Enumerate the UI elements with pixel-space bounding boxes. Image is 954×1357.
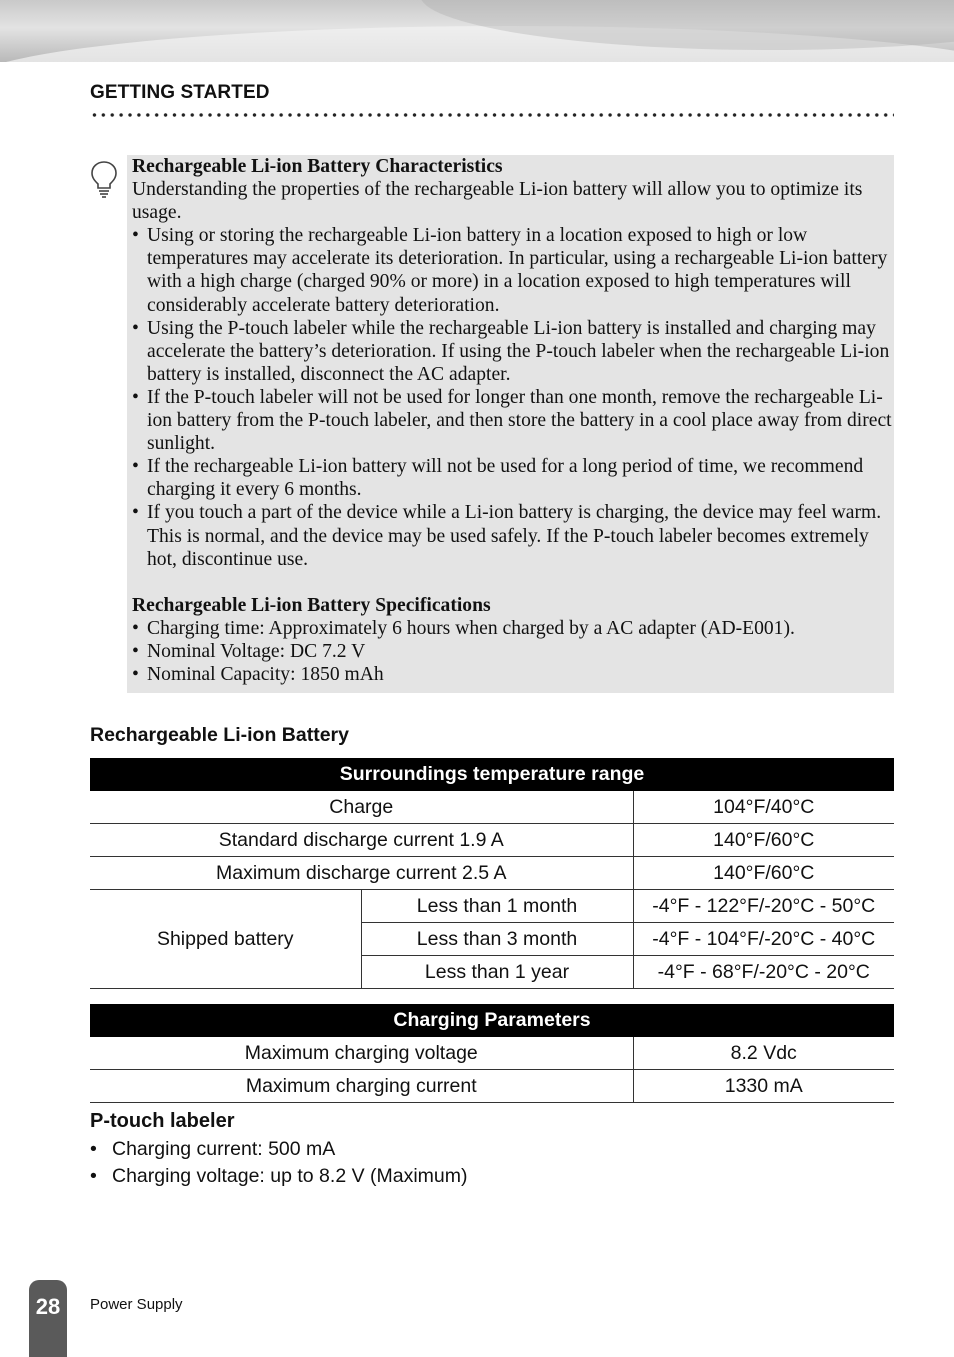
note-bullet: • If the P-touch labeler will not be used for longer than one month, remove the rechargeable Li-ion battery from the P-touch labeler, and then store the battery in a cool place away from direct sunlight. (132, 386, 892, 455)
note-bullet: • Using the P-touch labeler while the rechargeable Li-ion battery is installed and charging may accelerate the battery’s deterioration. If using the P-touch labeler when the rechargeable Li-ion battery is installed, disconnect the AC adapter. (132, 317, 892, 386)
note-content (132, 155, 892, 686)
note-bullet: • If you touch a part of the device while a Li-ion battery is charging, the device may feel warm. This is normal, and the device may be used safely. If the P-touch labeler becomes extremely hot, discontinue use. (132, 501, 892, 570)
ptouch-bullet: • Charging current: 500 mA (90, 1138, 468, 1165)
note-bullets (132, 224, 892, 570)
note-box (127, 155, 894, 693)
row-value: 104°F/40°C (633, 791, 894, 824)
shipped-range: -4°F - 122°F/-20°C - 50°C (633, 890, 894, 923)
section-heading: GETTING STARTED (90, 82, 270, 103)
charging-table-header: Charging Parameters (90, 1004, 894, 1037)
table-row (90, 791, 894, 824)
table-row (90, 1037, 894, 1070)
spacer (132, 571, 892, 594)
page-number: 28 (35, 1294, 61, 1319)
row-value: 8.2 Vdc (633, 1037, 894, 1070)
row-value: 140°F/60°C (633, 824, 894, 857)
ptouch-bullet: • Charging voltage: up to 8.2 V (Maximum) (90, 1165, 468, 1192)
row-value: 140°F/60°C (633, 857, 894, 890)
lightbulb-icon (90, 160, 118, 198)
table-row (90, 890, 894, 923)
table-row (90, 857, 894, 890)
shipped-period: Less than 3 month (361, 923, 633, 956)
dotted-divider (90, 112, 894, 118)
temperature-table-header: Surroundings temperature range (90, 758, 894, 791)
spec-bullet: • Nominal Capacity: 1850 mAh (132, 663, 892, 686)
shipped-range: -4°F - 68°F/-20°C - 20°C (633, 956, 894, 989)
note-bullet: • If the rechargeable Li-ion battery will not be used for a long period of time, we recommend charging it every 6 months. (132, 455, 892, 501)
row-value: 1330 mA (633, 1070, 894, 1103)
shipped-period: Less than 1 month (361, 890, 633, 923)
row-label: Maximum discharge current 2.5 A (90, 857, 633, 890)
spec-bullet: • Charging time: Approximately 6 hours when charged by a AC adapter (AD-E001). (132, 617, 892, 640)
row-label: Charge (90, 791, 633, 824)
ptouch-heading: P-touch labeler (90, 1110, 235, 1132)
spec-bullets (132, 617, 892, 686)
table-row (90, 1070, 894, 1103)
spec-bullet: • Nominal Voltage: DC 7.2 V (132, 640, 892, 663)
note-bullet: • Using or storing the rechargeable Li-ion battery in a location exposed to high or low temperatures may accelerate its deterioration. In particular, using a rechargeable Li-ion battery with a high charge (charged 90% or more) in a location exposed to high temperatures will considerably accelerate battery deterioration. (132, 224, 892, 316)
row-label: Standard discharge current 1.9 A (90, 824, 633, 857)
top-banner (0, 0, 954, 62)
charging-table (90, 1004, 894, 1103)
spec-title: Rechargeable Li-ion Battery Specifications (132, 594, 491, 616)
table-row (90, 824, 894, 857)
temperature-table (90, 758, 894, 989)
battery-heading: Rechargeable Li-ion Battery (90, 724, 349, 746)
footer-label: Power Supply (90, 1296, 183, 1313)
note-title: Rechargeable Li-ion Battery Characteristics (132, 156, 503, 177)
row-label: Maximum charging current (90, 1070, 633, 1103)
shipped-battery-label: Shipped battery (90, 890, 361, 989)
ptouch-bullets (90, 1138, 468, 1192)
note-intro: Understanding the properties of the rechargeable Li-ion battery will allow you to optimize its usage. (132, 179, 863, 224)
shipped-period: Less than 1 year (361, 956, 633, 989)
page-number-tab (29, 1280, 67, 1357)
shipped-range: -4°F - 104°F/-20°C - 40°C (633, 923, 894, 956)
row-label: Maximum charging voltage (90, 1037, 633, 1070)
